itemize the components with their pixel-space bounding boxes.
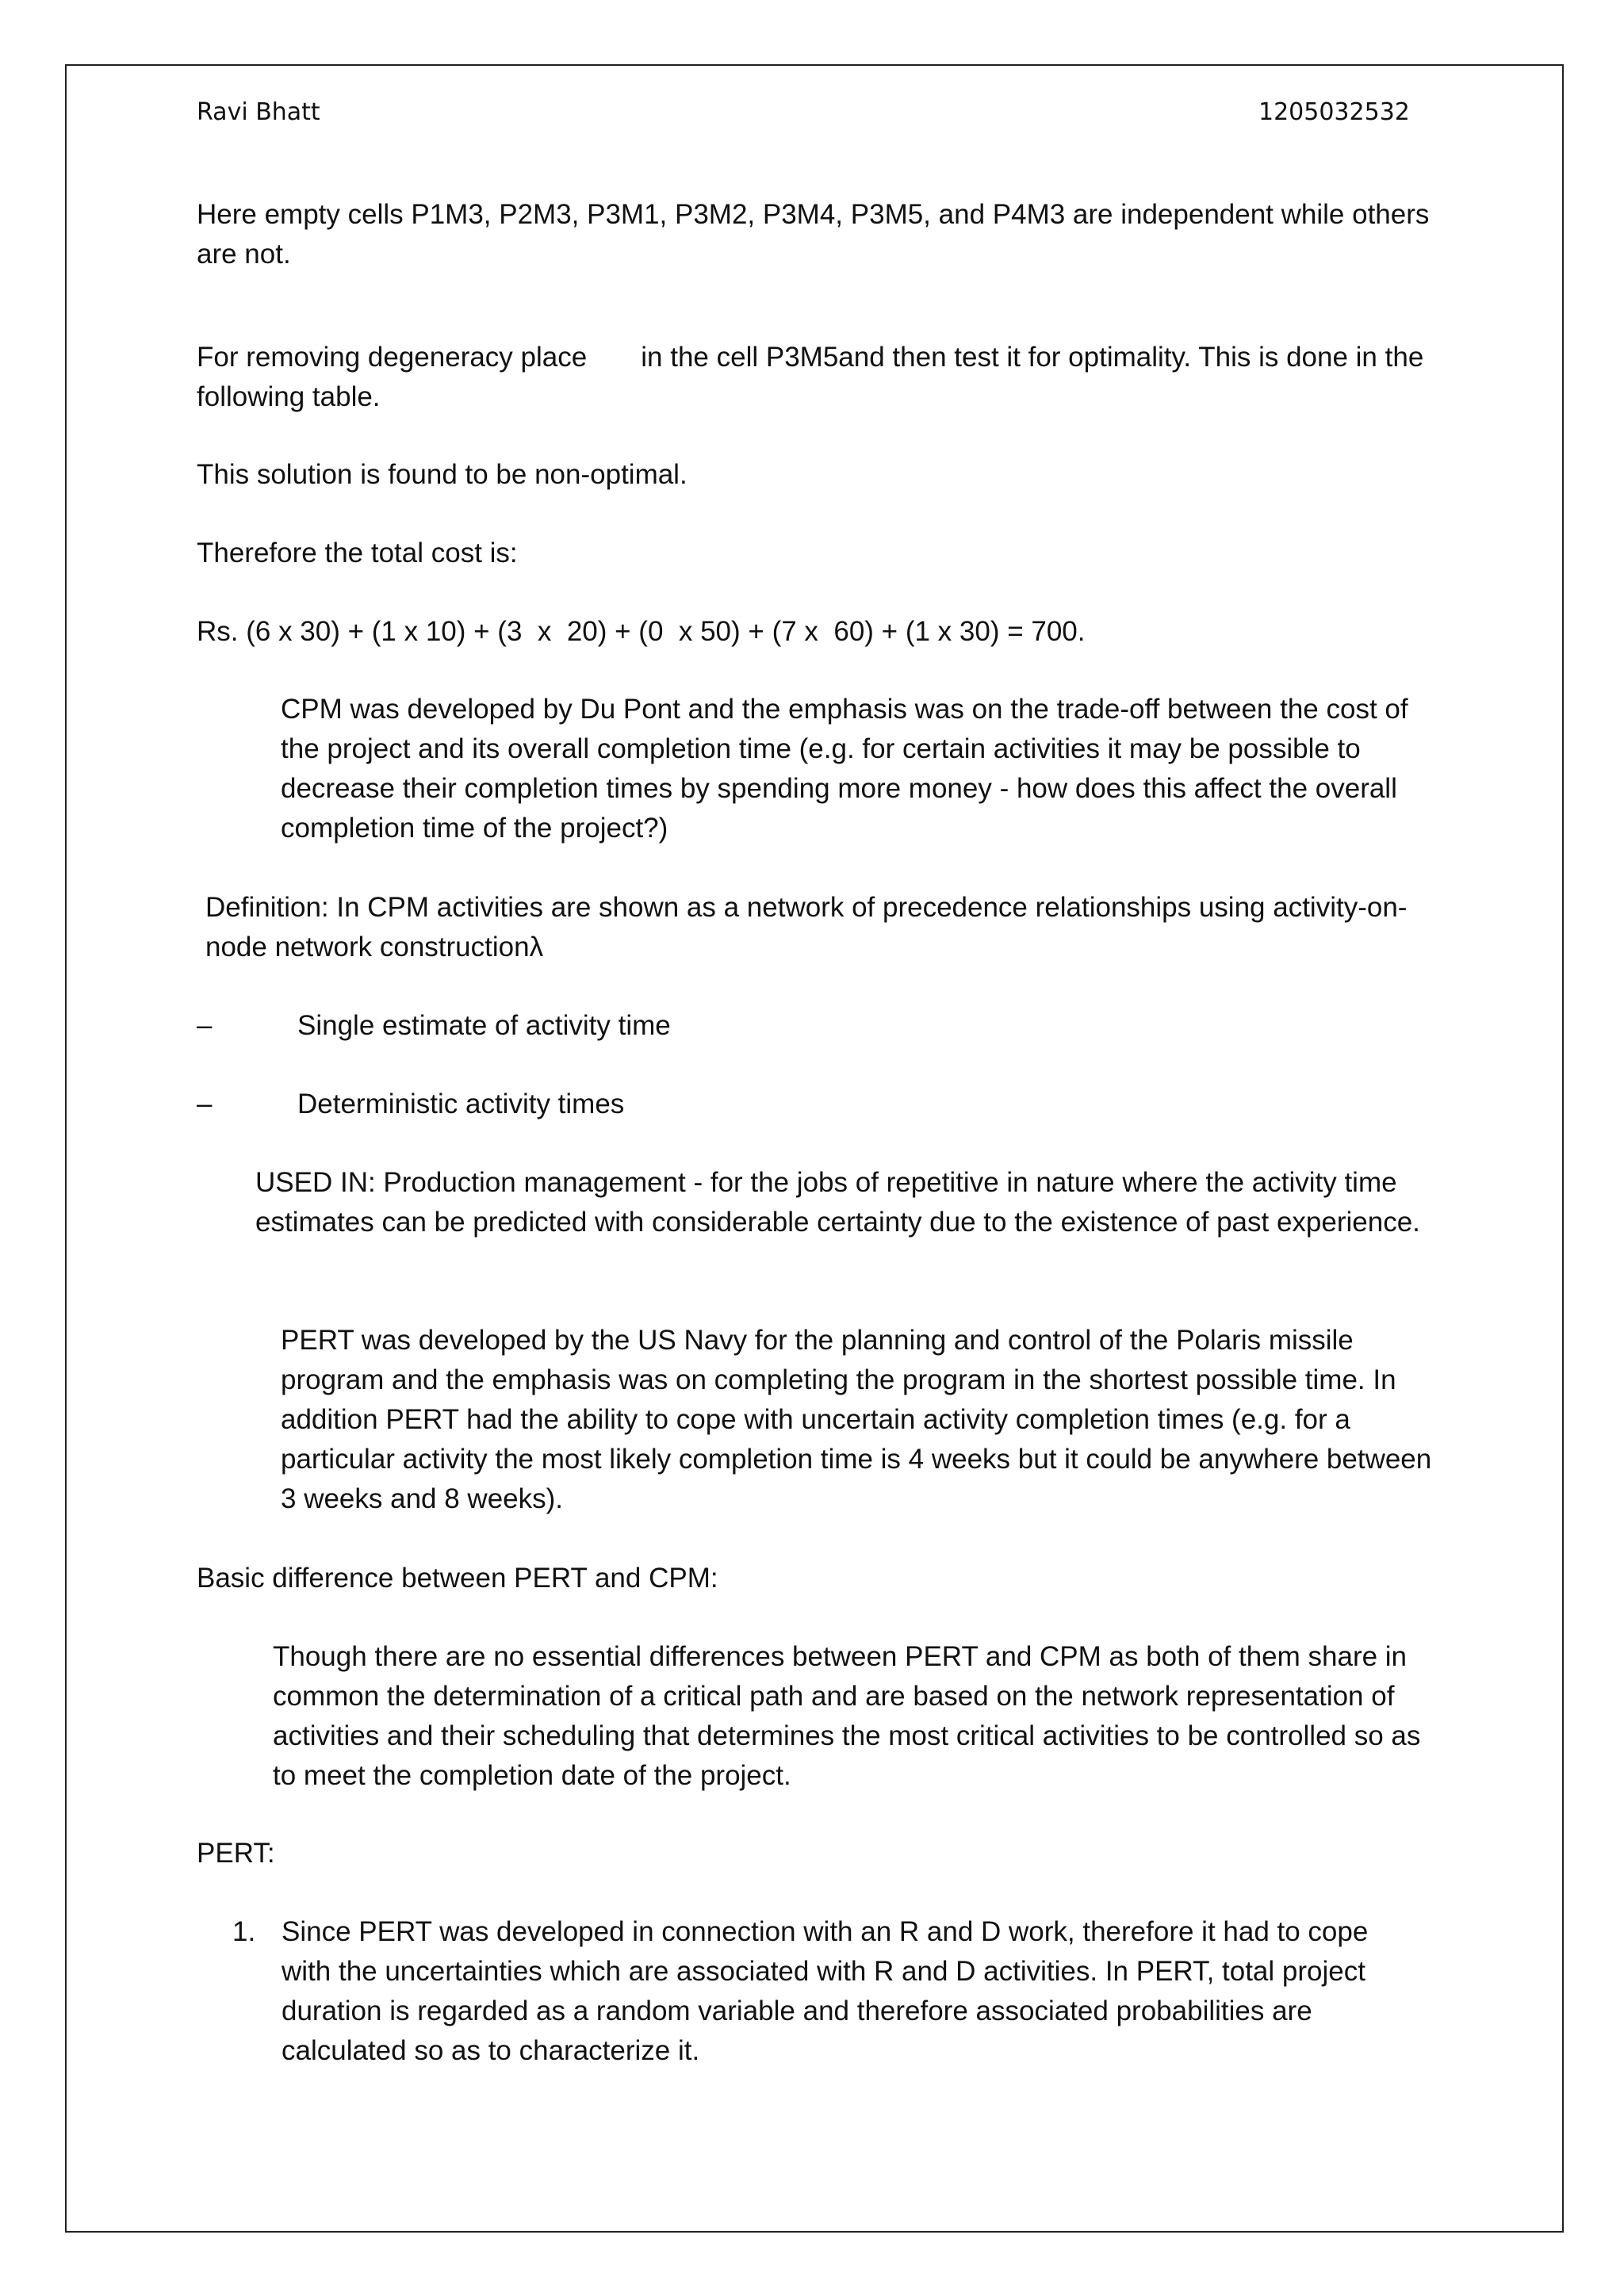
paragraph-degeneracy: For removing degeneracy place in the cell P3M5and then test it for optimality. This is done in the following table. bbox=[197, 342, 1432, 412]
list-item-text: Single estimate of activity time bbox=[297, 1010, 671, 1041]
basic-difference-heading: Basic difference between PERT and CPM: bbox=[197, 1563, 718, 1594]
paragraph-total-cost-intro: Therefore the total cost is: bbox=[197, 538, 518, 568]
paragraph-pert-intro: PERT was developed by the US Navy for the planning and control of the Polaris missile program and the emphasis was on completing the program in the shortest possible time. In addition PERT had the ability to cope with uncertain activity completion times (e.g. for a particular activity the most likely completion time is 4 weeks but it could be anywhere between 3 weeks and 8 weeks). bbox=[281, 1325, 1432, 1514]
list-item-text: Since PERT was developed in connection with an R and D work, therefore it had to cope with the uncertainties which are associated with R and D activities. In PERT, total project duration is regarded as a random variable and therefore associated probabilities are calculated so as to characterize it. bbox=[282, 1916, 1369, 2066]
paragraph-cpm-used-in: USED IN: Production management - for the jobs of repetitive in nature where the activity time estimates can be predicted with considerable certainty due to the existence of past experience. bbox=[255, 1167, 1420, 1238]
pert-heading: PERT: bbox=[197, 1838, 275, 1869]
list-item-text: Deterministic activity times bbox=[297, 1089, 625, 1119]
paragraph-cpm-intro: CPM was developed by Du Pont and the emphasis was on the trade-off between the cost of the project and its overall completion time (e.g. for certain activities it may be possible to decrease their completion times by spending more money - how does this affect the overall completion time of the project?) bbox=[281, 694, 1408, 844]
paragraph-basic-difference: Though there are no essential differences between PERT and CPM as both of them share in common the determination of a critical path and are based on the network representation of activities and their scheduling that determines the most critical activities to be controlled so as to meet the completion date of the project. bbox=[273, 1641, 1421, 1791]
header-author: Ravi Bhatt bbox=[197, 98, 320, 126]
header-id-number: 1205032532 bbox=[1258, 98, 1410, 126]
paragraph-independent-cells: Here empty cells P1M3, P2M3, P3M1, P3M2, P3M4, P3M5, and P4M3 are independent while others are not. bbox=[197, 199, 1430, 270]
paragraph-cpm-definition: Definition: In CPM activities are shown as a network of precedence relationships using activity-on-node network constructionλ bbox=[205, 892, 1408, 962]
list-item-marker: – bbox=[197, 1089, 213, 1119]
paragraph-non-optimal: This solution is found to be non-optimal. bbox=[197, 459, 688, 490]
list-item-marker: 1. bbox=[232, 1916, 256, 1947]
list-item-marker: – bbox=[197, 1010, 213, 1041]
total-cost-formula: Rs. (6 x 30) + (1 x 10) + (3 x 20) + (0 x 50) + (7 x 60) + (1 x 30) = 700. bbox=[197, 616, 1086, 647]
